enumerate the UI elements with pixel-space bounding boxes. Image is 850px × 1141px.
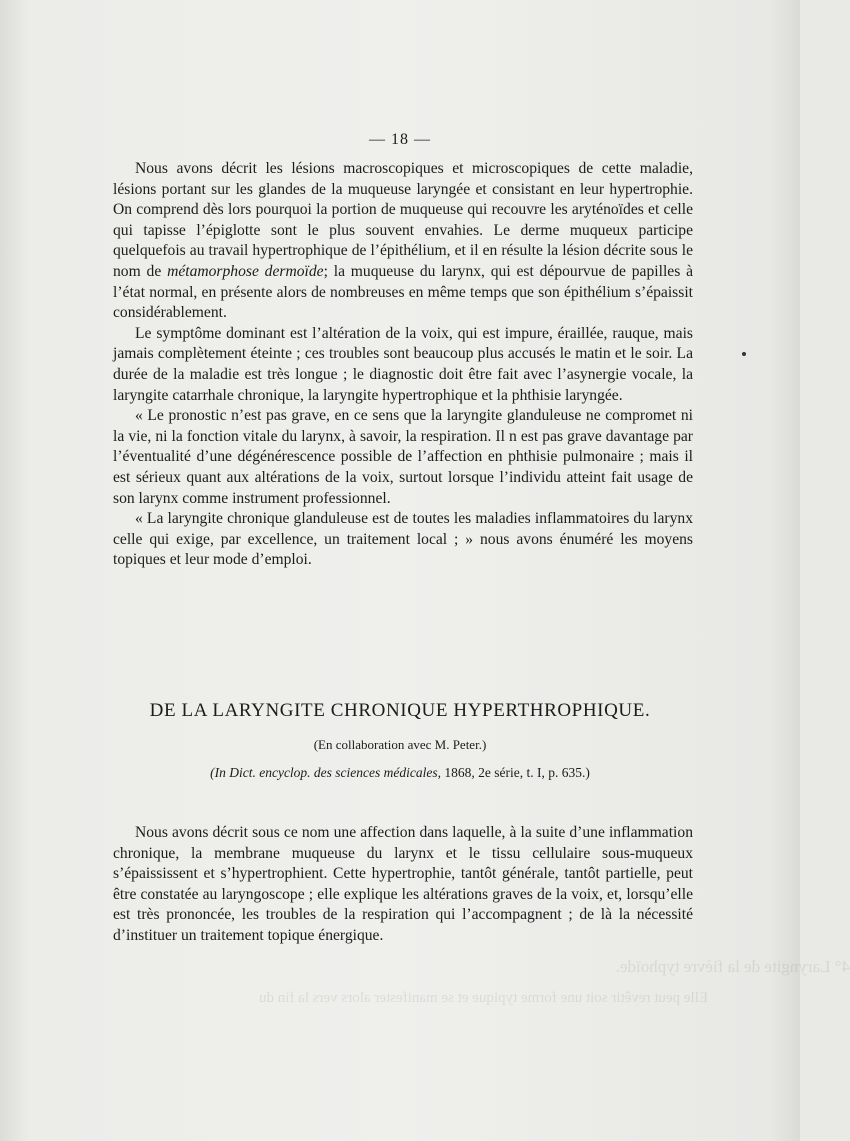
bleed-through-line: Elle peut revêtir soit une forme typique et se manifester alors vers la fin du [258,990,708,1006]
paragraph-2: Le symptôme dominant est l’altération de la voix, qui est impure, éraillée, rauque, mais jamais complètement éteinte ; ces troubles sont beaucoup plus accusés le matin et le soir. La durée de la maladie est très longue ; le diagnostic doit être fait avec l’asynergie vocale, la laryngite catarrhale chronique, la laryngite hypertrophique et la phthisie laryngée. [113,324,693,404]
body-text-top [113,159,693,571]
paragraph-4: « La laryngite chronique glanduleuse est de toutes les maladies inflammatoires du larynx celle qui exige, par excellence, un traitement local ; » nous avons énuméré les moyens topiques et leur mode d’emploi. [113,510,693,569]
reference-prefix: (In Dict. encyclop. des sciences médicales, [210,765,442,780]
paragraph-1 [113,159,693,324]
collaboration-note: (En collaboration avec M. Peter.) [313,737,487,752]
reference-page: p. 635.) [548,765,590,780]
body-text-bottom [113,823,693,947]
bleed-through-heading: 4° Laryngite de la fièvre typhoïde. [615,957,850,976]
section-heading: DE LA LARYNGITE CHRONIQUE HYPERTHROPHIQUE. [149,700,651,721]
paragraph-1-text: Nous avons décrit les lésions macroscopiques et microscopiques de cette maladie, lésions portant sur les glandes de la muqueuse laryngée et consistant en leur hypertrophie. On comprend dès lors pourquoi la portion de muqueuse qui recouvre les aryténoïdes et celle qui tapisse l’épiglotte sont le plus souvent envahies. Le derme muqueux participe quelquefois au travail hypertrophique de l’épithélium, et il en résulte la lésion décrite sous le nom de [113,160,693,280]
paragraph-1-italic: métamorphose dermoïde [167,262,324,280]
paragraph-1-tail: ; la muqueuse du larynx, qui est dépourvue de papilles à l’état normal, en présente alors de nombreuses en même temps que son épithélium s’épaissit considérablement. [113,262,693,322]
reference-series: 2e série, [478,765,524,780]
reference-year: 1868 [444,765,472,780]
ink-speck [742,352,746,356]
reference-tome: t. I, [526,765,545,780]
paragraph-3: « Le pronostic n’est pas grave, en ce sens que la laryngite glanduleuse ne compromet ni la vie, ni la fonction vitale du larynx, à savoir, la respiration. Il n est pas grave davantage par l’éventualité d’une dégénérescence possible de l’affection en phthisie pulmonaire ; mais il est sérieux quant aux altérations de la voix, surtout lorsque l’individu atteint fait usage de son larynx comme instrument professionnel. [113,407,693,507]
page-number: — 18 — [369,131,431,148]
reference-line: (In Dict. encyclop. des sciences médicales, 1868, 2e série, t. I, p. 635.) [210,765,590,780]
paragraph-5: Nous avons décrit sous ce nom une affection dans laquelle, à la suite d’une inflammation chronique, la membrane muqueuse du larynx et le tissu cellulaire sous-muqueux s’épaississent et s’hypertrophient. Cette hypertrophie, tantôt générale, tantôt partielle, peut être constatée au laryngoscope ; elle explique les altérations graves de la voix, et, lorsqu’elle est très prononcée, les troubles de la respiration qui l’accompagnent ; de là la nécessité d’instituer un traitement topique énergique. [113,824,693,944]
